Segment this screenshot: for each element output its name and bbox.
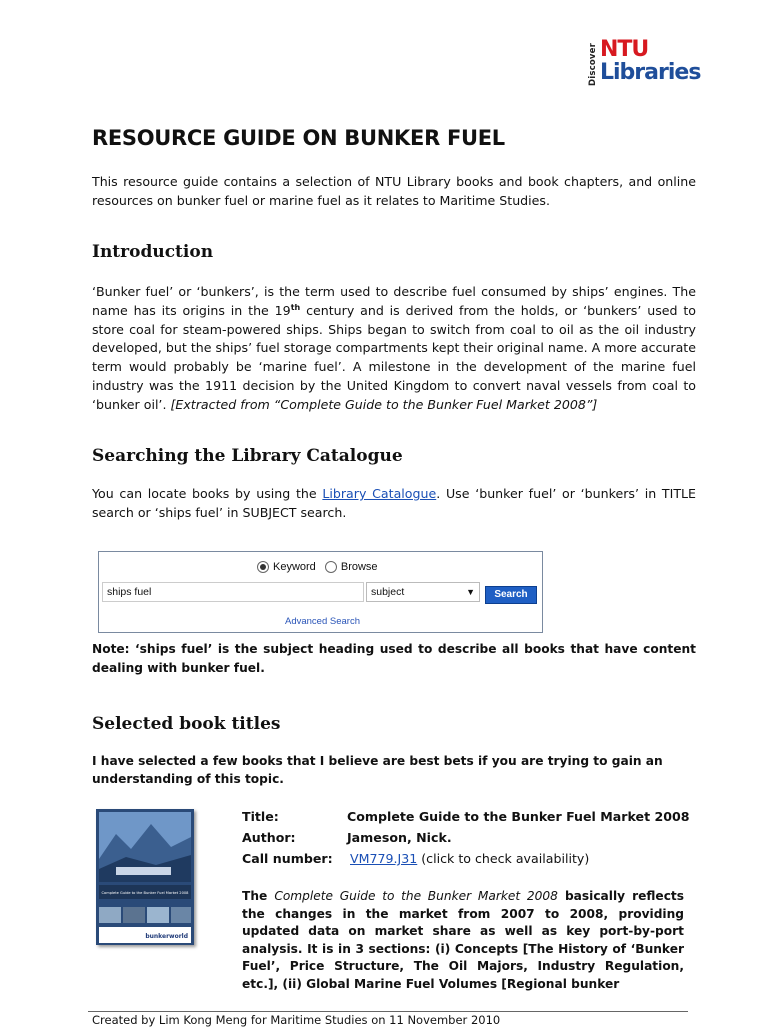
search-input[interactable]: ships fuel [102, 582, 364, 602]
logo-libraries-text: Libraries [600, 60, 701, 85]
intro-paragraph: This resource guide contains a selection of NTU Library books and book chapters, and online resources on bunker fuel or marine fuel as it relates to Maritime Studies. [92, 174, 696, 208]
author-label: Author: [242, 830, 296, 845]
search-field-value: subject [371, 586, 405, 598]
browse-label: Browse [340, 561, 378, 573]
catalogue-search-widget [98, 551, 543, 633]
search-button[interactable]: Search [485, 586, 537, 604]
call-number-label: Call number: [242, 851, 333, 866]
book-description [242, 888, 684, 994]
introduction-text-2: century and is derived from the holds, or ‘bunkers’ used to store coal for steam-powered ships. Ships began to switch from coal to oil as the oil industry developed, but the ships’ fuel storage compartments kept their original name. A more accurate term would probably be ‘marine fuel’. A milestone in the development of the marine fuel industry was the 1911 decision by the United Kingdom to convert naval vessels from coal to ‘bunker oil’. [92, 302, 696, 412]
keyword-radio[interactable] [257, 561, 269, 573]
call-number-note: (click to check availability) [417, 851, 590, 866]
books-heading: Selected book titles [92, 714, 281, 734]
catalogue-text-1: You can locate books by using the [92, 486, 323, 501]
catalogue-text-2: . Use ‘bunker fuel’ or ‘bunkers’ in TITLE search or ‘ships fuel’ in SUBJECT search. [92, 486, 696, 520]
advanced-search-link[interactable]: Advanced Search [285, 616, 360, 627]
introduction-text-1: ‘Bunker fuel’ or ‘bunkers’, is the term used to describe fuel consumed by ships’ engines. The name has its origins in the 19 [92, 284, 696, 318]
desc-the: The [242, 889, 275, 903]
title-label: Title: [242, 809, 279, 824]
cover-brand-text: bunkerworld [145, 933, 188, 940]
introduction-paragraph [92, 283, 696, 415]
library-catalogue-link[interactable]: Library Catalogue [322, 486, 437, 501]
introduction-citation: [Extracted from “Complete Guide to the Bunker Fuel Market 2008”] [170, 396, 598, 412]
call-number-link[interactable]: VM779.J31 [350, 851, 418, 866]
note-paragraph: Note: ‘ships fuel’ is the subject heading used to describe all books that have content dealing with bunker fuel. [92, 642, 696, 675]
title-value: Complete Guide to the Bunker Fuel Market 2008 [347, 809, 690, 824]
catalogue-heading: Searching the Library Catalogue [92, 446, 403, 466]
catalogue-paragraph [92, 485, 696, 523]
dropdown-arrow-icon: ▼ [466, 587, 475, 597]
logo-discover-text: Discover [588, 42, 598, 86]
superscript-th: th [290, 302, 301, 312]
logo-ntu-text: NTU [600, 37, 649, 62]
footer-text: Created by Lim Kong Meng for Maritime Studies on 11 November 2010 [92, 1013, 501, 1027]
search-mode-radios [257, 561, 384, 573]
browse-radio[interactable] [325, 561, 337, 573]
page-title: RESOURCE GUIDE ON BUNKER FUEL [92, 126, 505, 150]
call-number-row [347, 851, 589, 866]
desc-rest: basically reflects the changes in the market from 2007 to 2008, providing updated data on market share as well as key port-by-port analysis. It is in 3 sections: (i) Concepts [The History of ‘Bunker Fuel’, Price Structure, The Oil Majors, Industry Regulation, etc.], (ii) Global Marine Fuel Volumes [Regional bunker [242, 889, 684, 991]
cover-title-text: Complete Guide to the Bunker Fuel Market 2008 [101, 891, 189, 895]
author-value: Jameson, Nick. [347, 830, 452, 845]
book-cover-art [96, 809, 194, 945]
books-intro: I have selected a few books that I believe are best bets if you are trying to gain an understanding of this topic. [92, 754, 663, 786]
book-cover-image [96, 809, 194, 945]
ntu-libraries-logo [588, 37, 701, 88]
search-field-select[interactable] [366, 582, 480, 602]
introduction-heading: Introduction [92, 242, 214, 262]
footer-divider [88, 1011, 688, 1012]
keyword-label: Keyword [273, 561, 316, 573]
desc-title: Complete Guide to the Bunker Market 2008 [274, 889, 558, 903]
